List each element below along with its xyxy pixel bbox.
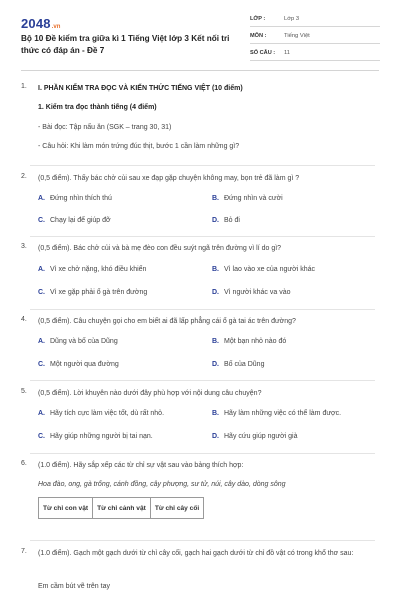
option-letter: B. [212,338,219,345]
question-number: 3. [21,243,27,250]
poem-line: Em cầm bút vẽ trên tay [38,583,110,590]
answer-option-a[interactable] [38,195,112,202]
question-number: 4. [21,316,27,323]
question-number: 7. [21,548,27,555]
option-letter: A. [38,410,45,417]
answer-option-b[interactable] [212,195,283,202]
table-header-cell: Từ chỉ cây cối [150,498,203,519]
meta-value: Lớp 3 [284,16,300,22]
option-text: Một bạn nhỏ nào đó [224,338,287,345]
answer-option-b[interactable] [212,266,315,273]
logo-text: 2048 [21,16,51,31]
option-text: Hãy giúp những người bị tai nạn. [50,433,153,440]
question-number: 6. [21,460,27,467]
option-letter: B. [212,266,219,273]
answer-option-c[interactable] [38,289,147,296]
meta-row-class [250,12,380,27]
document-meta [250,12,380,63]
answer-option-d[interactable] [212,433,298,440]
meta-label: SỐ CÂU : [250,50,276,56]
reading-question: - Câu hỏi: Khi làm món trứng đúc thịt, bước 1 cần làm những gì? [38,143,240,150]
question-number: 5. [21,388,27,395]
question-text: (1.0 điểm). Gạch một gạch dưới từ chỉ cây cối, gạch hai gạch dưới từ chỉ đồ vật có trong khổ thơ sau: [38,550,354,557]
question-text: (0,5 điểm). Bác chở củi và bà mẹ đèo con đều suýt ngã trên đường vì lí do gì? [38,245,282,252]
question-text: (0,5 điểm). Thấy bác chở củi sau xe đạp gặp chuyện không may, bọn trẻ đã làm gì ? [38,175,300,182]
option-text: Bố của Dũng [224,361,265,368]
option-letter: C. [38,433,45,440]
option-letter: B. [212,195,219,202]
question-divider [30,453,375,454]
answer-option-c[interactable] [38,217,111,224]
option-text: Hãy tích cực làm việc tốt, dù rất nhỏ. [50,410,165,417]
answer-option-c[interactable] [38,433,153,440]
option-letter: B. [212,410,219,417]
answer-option-c[interactable] [38,361,119,368]
option-letter: A. [38,338,45,345]
question-divider [30,309,375,310]
option-letter: C. [38,217,45,224]
option-text: Đứng nhìn và cười [224,195,283,202]
table-header-cell: Từ chỉ cảnh vật [93,498,151,519]
question-divider [30,165,375,166]
option-text: Hãy làm những việc có thể làm được. [224,410,342,417]
option-letter: C. [38,289,45,296]
answer-option-b[interactable] [212,338,286,345]
option-text: Bỏ đi [224,217,240,224]
option-text: Vì xe chở nặng, khó điều khiển [50,266,147,273]
option-text: Dũng và bố của Dũng [50,338,118,345]
answer-option-d[interactable] [212,217,240,224]
answer-option-d[interactable] [212,361,264,368]
question-text: (0,5 điểm). Câu chuyện gọi cho em biết ai đã lấp phẳng cái ổ gà tai ác trên đường? [38,318,296,325]
table-row [39,498,204,519]
meta-label: MÔN : [250,33,267,39]
reading-text: - Bài đọc: Tập nấu ăn (SGK – trang 30, 31) [38,124,172,131]
section-title: I. PHẦN KIỂM TRA ĐỌC VÀ KIẾN THỨC TIẾNG VIỆT (10 điểm) [38,85,243,92]
answer-option-d[interactable] [212,289,290,296]
meta-row-count [250,46,380,61]
question-text: (0,5 điểm). Lời khuyên nào dưới đây phù hợp với nội dung câu chuyện? [38,390,262,397]
meta-value: 11 [284,50,291,56]
question-divider [30,236,375,237]
table-header-cell: Từ chỉ con vật [39,498,93,519]
answer-option-b[interactable] [212,410,341,417]
option-text: Vì xe gặp phải ổ gà trên đường [50,289,148,296]
option-letter: D. [212,289,219,296]
option-text: Vì lao vào xe của người khác [224,266,315,273]
option-text: Chạy lại để giúp đỡ [50,217,111,224]
option-letter: D. [212,217,219,224]
question-divider [30,540,375,541]
logo-suffix: .vn [51,24,61,30]
question-text: (1.0 điểm). Hãy sắp xếp các từ chỉ sự vật sau vào bảng thích hợp: [38,462,244,469]
meta-label: LỚP : [250,16,266,22]
word-list: Hoa đào, ong, gà trống, cánh đồng, cây phượng, sư tử, núi, cây dào, dòng sông [38,481,286,488]
option-text: Hãy cứu giúp người già [224,433,298,440]
question-number: 2. [21,173,27,180]
option-text: Đứng nhìn thích thú [50,195,112,202]
question-number: 1. [21,83,27,90]
header-divider [21,70,379,71]
meta-value: Tiếng Việt [284,33,310,39]
classification-table [38,497,204,519]
answer-option-a[interactable] [38,266,146,273]
option-text: Vì người khác va vào [224,289,291,296]
site-logo[interactable] [21,16,60,31]
option-letter: C. [38,361,45,368]
option-letter: A. [38,195,45,202]
option-letter: D. [212,433,219,440]
meta-row-subject [250,29,380,44]
option-text: Một người qua đường [50,361,119,368]
option-letter: A. [38,266,45,273]
document-title: Bộ 10 Đề kiểm tra giữa kì 1 Tiếng Việt lớp 3 Kết nối tri thức có đáp án - Đề 7 [21,34,230,55]
subsection-title: 1. Kiểm tra đọc thành tiếng (4 điểm) [38,104,157,111]
question-divider [30,380,375,381]
option-letter: D. [212,361,219,368]
answer-option-a[interactable] [38,410,164,417]
answer-option-a[interactable] [38,338,118,345]
